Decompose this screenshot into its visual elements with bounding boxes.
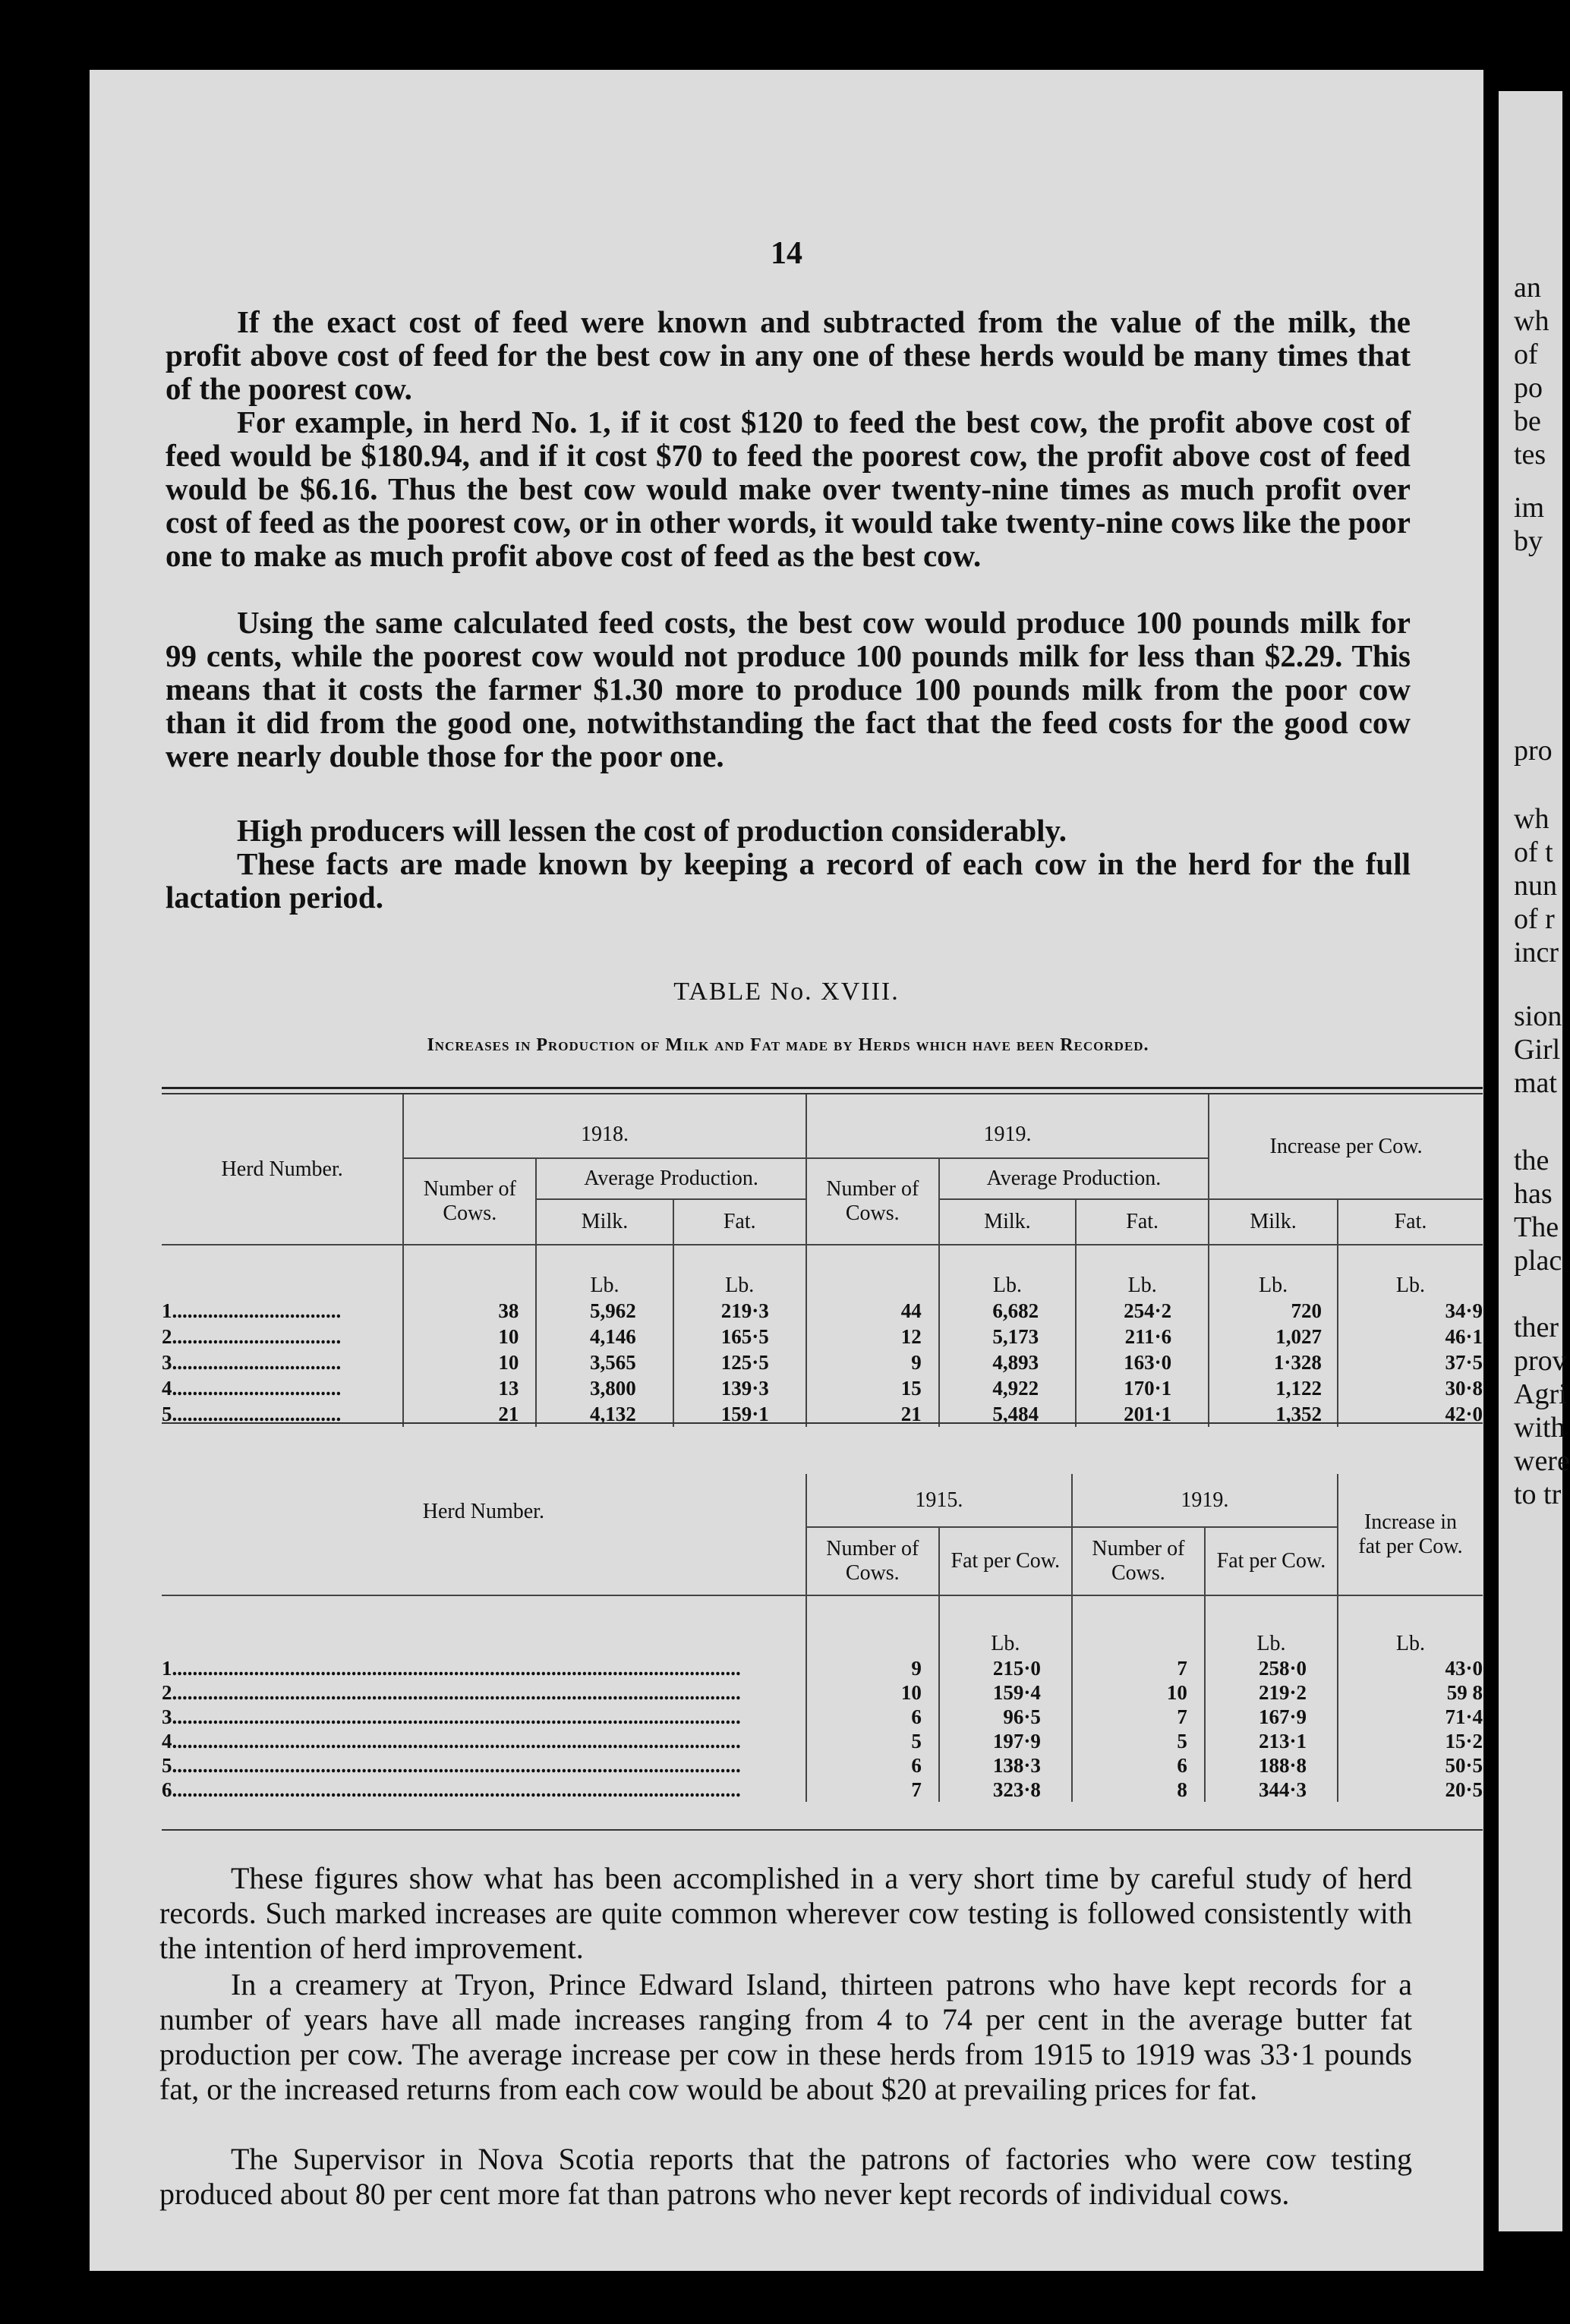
value-c1: 21 <box>403 1401 536 1427</box>
value-im: 1·328 <box>1209 1349 1338 1375</box>
facing-page-fragment: sion <box>1514 1000 1562 1032</box>
t1-num-cows-a: Number of Cows. <box>403 1158 536 1245</box>
herd-number: 5................................. <box>162 1403 342 1425</box>
value-c2: 5 <box>1072 1729 1205 1753</box>
value-if: 42·0 <box>1338 1401 1483 1427</box>
t2-year-a: 1915. <box>806 1474 1072 1527</box>
facing-page-fragment: tes <box>1514 439 1546 471</box>
facing-page-fragment: an <box>1514 272 1541 304</box>
value-im: 720 <box>1209 1298 1338 1324</box>
t1-year-a: 1918. <box>403 1094 805 1158</box>
facing-page-fragment: wh <box>1514 305 1550 337</box>
paragraph-4: High producers will lessen the cost of production considerably. <box>237 813 1067 848</box>
value-m2: 5,484 <box>939 1401 1076 1427</box>
table-row <box>162 1298 1483 1324</box>
t2-unit: Lb. <box>1338 1595 1483 1656</box>
value-f2: 344·3 <box>1205 1778 1338 1802</box>
herd-number-value: 2 <box>162 1681 172 1704</box>
t2-herd-header: Herd Number. <box>422 1499 544 1523</box>
table-row <box>162 1729 1483 1753</box>
table-top-rule <box>162 1087 1483 1089</box>
value-c1: 13 <box>403 1375 536 1401</box>
value-f1: 139·3 <box>673 1375 806 1401</box>
value-f1: 197·9 <box>939 1729 1072 1753</box>
value-c2: 8 <box>1072 1778 1205 1802</box>
value-c1: 6 <box>806 1753 939 1778</box>
paragraph-5: These facts are made known by keeping a record of each cow in the herd for the full lactation period. <box>166 846 1411 915</box>
paragraph-1: If the exact cost of feed were known and subtracted from the value of the milk, the profit above cost of feed for the best cow in any one of these herds would be many times that of the poorest cow. <box>166 304 1411 406</box>
facing-page-fragment: of <box>1514 339 1538 370</box>
t1-year-b: 1919. <box>806 1094 1209 1158</box>
facing-page-fragment: of r <box>1514 903 1555 935</box>
t1-milk-b: Milk. <box>939 1199 1076 1245</box>
facing-page-fragment: pro <box>1514 735 1553 767</box>
table-title: TABLE No. XVIII. <box>673 978 900 1006</box>
facing-page-fragment: were <box>1514 1445 1570 1477</box>
value-inc: 20·5 <box>1338 1778 1483 1802</box>
facing-page-fragment: to tr <box>1514 1478 1562 1510</box>
value-f2: 211·6 <box>1076 1324 1209 1349</box>
value-c2: 7 <box>1072 1656 1205 1680</box>
value-f1: 165·5 <box>673 1324 806 1349</box>
facing-page-fragment: plac <box>1514 1245 1562 1277</box>
table-row <box>162 1753 1483 1778</box>
t2-fat-per-cow-a: Fat per Cow. <box>939 1527 1072 1595</box>
value-inc: 50·5 <box>1338 1753 1483 1778</box>
t2-unit: Lb. <box>939 1595 1072 1656</box>
t2-fat-per-cow-b: Fat per Cow. <box>1205 1527 1338 1595</box>
t2-unit: Lb. <box>1205 1595 1338 1656</box>
herd-number: 2................................. <box>162 1325 342 1348</box>
value-f1: 96·5 <box>939 1705 1072 1729</box>
value-c2: 7 <box>1072 1705 1205 1729</box>
table-row <box>162 1680 1483 1705</box>
herd-number-value: 4 <box>162 1377 172 1400</box>
value-f1: 159·1 <box>673 1401 806 1427</box>
herd-number-value: 1 <box>162 1657 172 1680</box>
value-f2: 163·0 <box>1076 1349 1209 1375</box>
value-c2: 15 <box>806 1375 939 1401</box>
value-m2: 6,682 <box>939 1298 1076 1324</box>
t1-milk-inc: Milk. <box>1209 1199 1338 1245</box>
value-m1: 4,132 <box>536 1401 673 1427</box>
facing-page-fragment: has <box>1514 1178 1553 1210</box>
table-1 <box>162 1094 1483 1427</box>
paragraph-8: The Supervisor in Nova Scotia reports that the patrons of factories who were cow testing produced about 80 per cent more fat than patrons who never kept records of individual cows. <box>159 2142 1412 2211</box>
paragraph-2: For example, in herd No. 1, if it cost $120 to feed the best cow, the profit above cost of feed would be $180.94, and if it cost $70 to feed the poorest cow, the profit above cost of feed would be $6.16. Thus the best cow would make over twenty-nine times as much profit over cost of feed as the poorest cow, or in other words, it would take twenty-nine cows like the poor one to make as much profit above cost of feed as the best cow. <box>166 405 1411 573</box>
t1-fat-a: Fat. <box>673 1199 806 1245</box>
value-c1: 9 <box>806 1656 939 1680</box>
value-f2: 201·1 <box>1076 1401 1209 1427</box>
value-c1: 10 <box>403 1349 536 1375</box>
value-f2: 254·2 <box>1076 1298 1209 1324</box>
table-row <box>162 1375 1483 1401</box>
facing-page-fragment: nun <box>1514 870 1557 902</box>
herd-number-value: 2 <box>162 1325 172 1348</box>
value-f2: 170·1 <box>1076 1375 1209 1401</box>
herd-number-value: 5 <box>162 1403 172 1425</box>
herd-number: 3................................. <box>162 1351 342 1374</box>
t2-num-cows-b: Number of Cows. <box>1072 1527 1205 1595</box>
value-f1: 219·3 <box>673 1298 806 1324</box>
t1-increase-header: Increase per Cow. <box>1209 1094 1483 1199</box>
value-f1: 138·3 <box>939 1753 1072 1778</box>
value-m2: 5,173 <box>939 1324 1076 1349</box>
t2-year-b: 1919. <box>1072 1474 1338 1527</box>
value-f2: 188·8 <box>1205 1753 1338 1778</box>
value-if: 34·9 <box>1338 1298 1483 1324</box>
facing-page-fragment: im <box>1514 492 1545 524</box>
t1-unit: Lb. <box>673 1245 806 1298</box>
t1-avg-prod-a: Average Production. <box>536 1158 805 1199</box>
value-inc: 59 8 <box>1338 1680 1483 1705</box>
herd-number-value: 3 <box>162 1351 172 1374</box>
t1-unit: Lb. <box>1076 1245 1209 1298</box>
herd-number-value: 3 <box>162 1705 172 1728</box>
herd-number: 1............................................................................................................... <box>162 1657 741 1680</box>
t1-herd-header: Herd Number. <box>221 1157 343 1181</box>
t1-fat-inc: Fat. <box>1338 1199 1483 1245</box>
facing-page-fragment: incr <box>1514 937 1559 968</box>
value-c2: 44 <box>806 1298 939 1324</box>
value-m1: 5,962 <box>536 1298 673 1324</box>
t1-milk-a: Milk. <box>536 1199 673 1245</box>
value-f2: 219·2 <box>1205 1680 1338 1705</box>
value-f1: 125·5 <box>673 1349 806 1375</box>
value-if: 46·1 <box>1338 1324 1483 1349</box>
facing-page-fragment: wh <box>1514 803 1550 835</box>
facing-page-edge <box>1499 91 1570 2231</box>
value-im: 1,027 <box>1209 1324 1338 1349</box>
value-inc: 15·2 <box>1338 1729 1483 1753</box>
table-1-bottom-rule <box>162 1422 1483 1424</box>
value-c1: 5 <box>806 1729 939 1753</box>
value-im: 1,122 <box>1209 1375 1338 1401</box>
value-c2: 6 <box>1072 1753 1205 1778</box>
table-2 <box>162 1474 1483 1802</box>
herd-number: 5............................................................................................................... <box>162 1754 741 1777</box>
value-f1: 215·0 <box>939 1656 1072 1680</box>
facing-page-fragment: with <box>1514 1412 1565 1444</box>
value-c1: 7 <box>806 1778 939 1802</box>
value-c2: 10 <box>1072 1680 1205 1705</box>
paragraph-6: These figures show what has been accomplished in a very short time by careful study of herd records. Such marked increases are quite common wherever cow testing is followed consistently with the intention of herd improvement. <box>159 1861 1412 1965</box>
t1-unit: Lb. <box>1209 1245 1338 1298</box>
herd-number: 3............................................................................................................... <box>162 1705 741 1728</box>
t1-unit: Lb. <box>536 1245 673 1298</box>
value-f1: 323·8 <box>939 1778 1072 1802</box>
facing-page-fragment: Girl <box>1514 1034 1561 1066</box>
t1-num-cows-b: Number of Cows. <box>806 1158 939 1245</box>
value-c1: 10 <box>806 1680 939 1705</box>
facing-page-fragment: be <box>1514 405 1541 437</box>
table-row <box>162 1349 1483 1375</box>
t1-avg-prod-b: Average Production. <box>939 1158 1209 1199</box>
value-inc: 71·4 <box>1338 1705 1483 1729</box>
herd-number: 1................................. <box>162 1299 342 1322</box>
herd-number: 6............................................................................................................... <box>162 1778 741 1801</box>
value-m2: 4,893 <box>939 1349 1076 1375</box>
table-row <box>162 1778 1483 1802</box>
value-c1: 10 <box>403 1324 536 1349</box>
value-inc: 43·0 <box>1338 1656 1483 1680</box>
paragraph-3: Using the same calculated feed costs, the best cow would produce 100 pounds milk for 99 cents, while the poorest cow would not produce 100 pounds milk for less than $2.29. This means that it costs the farmer $1.30 more to produce 100 pounds milk from the poor cow than it did from the good one, notwithstanding the fact that the feed costs for the good cow were nearly double those for the poor one. <box>166 605 1411 773</box>
value-m1: 4,146 <box>536 1324 673 1349</box>
value-f2: 213·1 <box>1205 1729 1338 1753</box>
herd-number-value: 6 <box>162 1778 172 1801</box>
value-m1: 3,565 <box>536 1349 673 1375</box>
facing-page-fragment: Agri <box>1514 1378 1567 1410</box>
t1-fat-b: Fat. <box>1076 1199 1209 1245</box>
paragraph-7: In a creamery at Tryon, Prince Edward Island, thirteen patrons who have kept records for a number of years have all made increases ranging from 4 to 74 per cent in the average butter fat production per cow. The average increase per cow in these herds from 1915 to 1919 was 33·1 pounds fat, or the increased returns from each cow would be about $20 at prevailing prices for fat. <box>159 1967 1412 2106</box>
table-row <box>162 1324 1483 1349</box>
value-f2: 167·9 <box>1205 1705 1338 1729</box>
value-c1: 6 <box>806 1705 939 1729</box>
facing-page-fragment: po <box>1514 372 1543 404</box>
herd-number-value: 5 <box>162 1754 172 1777</box>
herd-number-value: 1 <box>162 1299 172 1322</box>
table-row <box>162 1656 1483 1680</box>
t2-increase-header: Increase in fat per Cow. <box>1338 1474 1483 1595</box>
herd-number: 4................................. <box>162 1377 342 1400</box>
value-if: 30·8 <box>1338 1375 1483 1401</box>
value-im: 1,352 <box>1209 1401 1338 1427</box>
facing-page-fragment: ther <box>1514 1312 1559 1343</box>
value-f2: 258·0 <box>1205 1656 1338 1680</box>
table-subtitle: Increases in Production of Milk and Fat made by Herds which have been Recorded. <box>427 1035 1149 1055</box>
t1-unit: Lb. <box>1338 1245 1483 1298</box>
page <box>90 70 1483 2271</box>
value-c2: 12 <box>806 1324 939 1349</box>
facing-page-fragment: by <box>1514 525 1543 557</box>
value-c2: 9 <box>806 1349 939 1375</box>
t1-unit: Lb. <box>939 1245 1076 1298</box>
facing-page-fragment: the <box>1514 1145 1550 1176</box>
value-c2: 21 <box>806 1401 939 1427</box>
table-row <box>162 1705 1483 1729</box>
table-2-bottom-rule <box>162 1829 1483 1831</box>
value-f1: 159·4 <box>939 1680 1072 1705</box>
herd-number: 4............................................................................................................... <box>162 1730 741 1752</box>
value-m2: 4,922 <box>939 1375 1076 1401</box>
facing-page-fragment: of t <box>1514 836 1553 868</box>
value-if: 37·5 <box>1338 1349 1483 1375</box>
herd-number: 2............................................................................................................... <box>162 1681 741 1704</box>
page-number: 14 <box>771 236 802 271</box>
facing-page-fragment: prov <box>1514 1345 1567 1377</box>
facing-page-fragment: The <box>1514 1211 1559 1243</box>
value-m1: 3,800 <box>536 1375 673 1401</box>
herd-number-value: 4 <box>162 1730 172 1752</box>
facing-page-fragment: mat <box>1514 1067 1557 1099</box>
t2-num-cows-a: Number of Cows. <box>806 1527 939 1595</box>
value-c1: 38 <box>403 1298 536 1324</box>
